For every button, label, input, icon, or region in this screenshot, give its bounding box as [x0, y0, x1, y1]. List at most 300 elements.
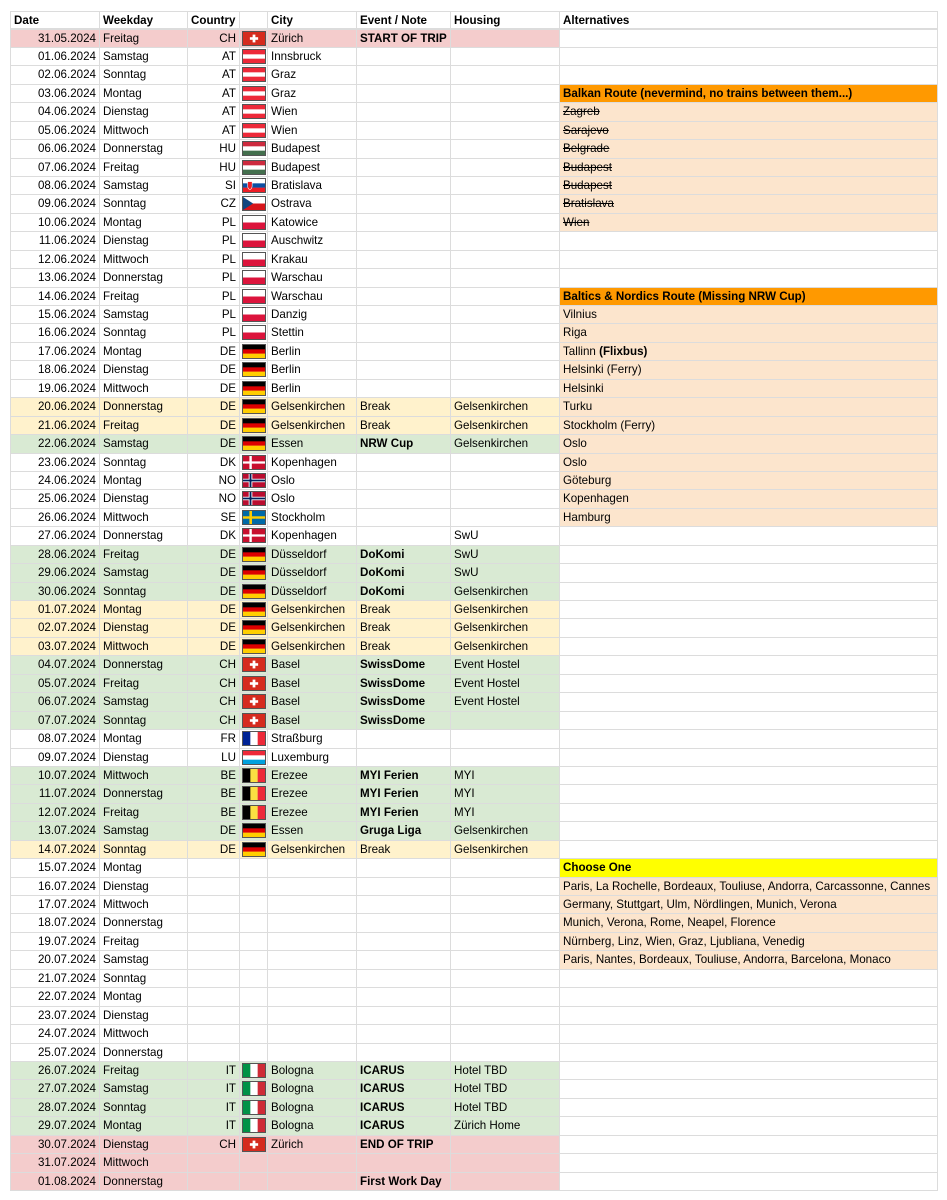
housing-cell[interactable] [451, 712, 560, 729]
event-cell[interactable] [357, 730, 451, 747]
event-cell[interactable]: SwissDome [357, 693, 451, 710]
country-cell[interactable] [188, 970, 240, 987]
weekday-cell[interactable]: Samstag [100, 564, 188, 581]
date-cell[interactable]: 24.07.2024 [10, 1025, 100, 1042]
alternatives-cell[interactable] [560, 675, 938, 692]
city-cell[interactable]: Gelsenkirchen [268, 417, 357, 434]
city-cell[interactable]: Bratislava [268, 177, 357, 194]
date-cell[interactable]: 14.07.2024 [10, 841, 100, 858]
flag-cell[interactable] [240, 177, 268, 194]
date-cell[interactable]: 06.07.2024 [10, 693, 100, 710]
date-cell[interactable]: 01.08.2024 [10, 1173, 100, 1190]
flag-cell[interactable] [240, 619, 268, 636]
alternatives-cell[interactable] [560, 343, 938, 360]
weekday-cell[interactable]: Dienstag [100, 1136, 188, 1153]
housing-cell[interactable]: Zürich Home [451, 1117, 560, 1134]
city-cell[interactable]: Erezee [268, 767, 357, 784]
housing-cell[interactable]: SwU [451, 564, 560, 581]
date-cell[interactable]: 23.06.2024 [10, 454, 100, 471]
event-cell[interactable] [357, 878, 451, 895]
housing-cell[interactable]: SwU [451, 527, 560, 544]
city-cell[interactable]: Innsbruck [268, 48, 357, 65]
alternatives-cell[interactable] [560, 914, 938, 931]
flag-cell[interactable] [240, 251, 268, 268]
country-cell[interactable] [188, 859, 240, 876]
alternatives-cell[interactable] [560, 638, 938, 655]
event-cell[interactable] [357, 749, 451, 766]
alternatives-cell[interactable] [560, 454, 938, 471]
date-cell[interactable]: 22.06.2024 [10, 435, 100, 452]
event-cell[interactable]: Break [357, 417, 451, 434]
date-cell[interactable]: 27.07.2024 [10, 1080, 100, 1097]
housing-cell[interactable] [451, 1154, 560, 1171]
date-cell[interactable]: 15.06.2024 [10, 306, 100, 323]
alternatives-cell[interactable] [560, 712, 938, 729]
flag-cell[interactable] [240, 638, 268, 655]
country-cell[interactable]: NO [188, 472, 240, 489]
flag-cell[interactable] [240, 1044, 268, 1061]
housing-cell[interactable] [451, 878, 560, 895]
event-cell[interactable] [357, 66, 451, 83]
event-cell[interactable]: SwissDome [357, 712, 451, 729]
city-cell[interactable]: Düsseldorf [268, 564, 357, 581]
city-cell[interactable]: Erezee [268, 785, 357, 802]
city-cell[interactable]: Graz [268, 85, 357, 102]
event-cell[interactable] [357, 122, 451, 139]
alternatives-cell[interactable] [560, 933, 938, 950]
event-cell[interactable]: Gruga Liga [357, 822, 451, 839]
country-cell[interactable]: CH [188, 1136, 240, 1153]
date-cell[interactable]: 10.06.2024 [10, 214, 100, 231]
city-cell[interactable] [268, 988, 357, 1005]
weekday-cell[interactable]: Dienstag [100, 361, 188, 378]
alternatives-cell[interactable] [560, 1154, 938, 1171]
country-cell[interactable]: DE [188, 380, 240, 397]
alternatives-cell[interactable] [560, 195, 938, 212]
flag-cell[interactable] [240, 675, 268, 692]
housing-cell[interactable] [451, 859, 560, 876]
city-cell[interactable]: Katowice [268, 214, 357, 231]
country-cell[interactable]: HU [188, 159, 240, 176]
country-cell[interactable]: IT [188, 1062, 240, 1079]
city-cell[interactable]: Gelsenkirchen [268, 638, 357, 655]
weekday-cell[interactable]: Sonntag [100, 583, 188, 600]
date-cell[interactable]: 10.07.2024 [10, 767, 100, 784]
weekday-cell[interactable]: Donnerstag [100, 1173, 188, 1190]
housing-cell[interactable] [451, 30, 560, 46]
weekday-cell[interactable]: Freitag [100, 804, 188, 821]
weekday-cell[interactable]: Mittwoch [100, 638, 188, 655]
housing-cell[interactable]: MYI [451, 804, 560, 821]
housing-cell[interactable]: Hotel TBD [451, 1080, 560, 1097]
country-cell[interactable]: BE [188, 785, 240, 802]
housing-cell[interactable]: Gelsenkirchen [451, 601, 560, 618]
weekday-cell[interactable]: Sonntag [100, 712, 188, 729]
city-cell[interactable]: Zürich [268, 30, 357, 46]
country-cell[interactable]: CH [188, 30, 240, 46]
housing-cell[interactable] [451, 85, 560, 102]
alternatives-cell[interactable] [560, 749, 938, 766]
city-cell[interactable]: Kopenhagen [268, 527, 357, 544]
country-cell[interactable]: DE [188, 343, 240, 360]
weekday-cell[interactable]: Dienstag [100, 232, 188, 249]
housing-cell[interactable] [451, 472, 560, 489]
country-cell[interactable]: AT [188, 48, 240, 65]
date-cell[interactable]: 16.07.2024 [10, 878, 100, 895]
housing-cell[interactable] [451, 343, 560, 360]
weekday-cell[interactable]: Donnerstag [100, 269, 188, 286]
flag-cell[interactable] [240, 564, 268, 581]
date-cell[interactable]: 12.06.2024 [10, 251, 100, 268]
alternatives-cell[interactable] [560, 1025, 938, 1042]
weekday-cell[interactable]: Samstag [100, 306, 188, 323]
housing-cell[interactable]: Gelsenkirchen [451, 435, 560, 452]
flag-cell[interactable] [240, 785, 268, 802]
alternatives-cell[interactable] [560, 583, 938, 600]
country-cell[interactable]: DK [188, 454, 240, 471]
date-cell[interactable]: 09.07.2024 [10, 749, 100, 766]
alternatives-cell[interactable] [560, 564, 938, 581]
flag-cell[interactable] [240, 914, 268, 931]
weekday-cell[interactable]: Freitag [100, 546, 188, 563]
date-cell[interactable]: 02.07.2024 [10, 619, 100, 636]
event-cell[interactable]: ICARUS [357, 1099, 451, 1116]
country-cell[interactable] [188, 988, 240, 1005]
housing-cell[interactable] [451, 914, 560, 931]
weekday-cell[interactable]: Donnerstag [100, 1044, 188, 1061]
flag-cell[interactable] [240, 490, 268, 507]
alternatives-cell[interactable] [560, 730, 938, 747]
alternatives-cell[interactable] [560, 1062, 938, 1079]
event-cell[interactable]: SwissDome [357, 675, 451, 692]
date-cell[interactable]: 22.07.2024 [10, 988, 100, 1005]
city-cell[interactable] [268, 933, 357, 950]
housing-cell[interactable] [451, 454, 560, 471]
city-cell[interactable]: Basel [268, 656, 357, 673]
event-cell[interactable] [357, 232, 451, 249]
weekday-cell[interactable]: Mittwoch [100, 1025, 188, 1042]
housing-cell[interactable] [451, 214, 560, 231]
country-cell[interactable]: DE [188, 398, 240, 415]
country-cell[interactable]: DK [188, 527, 240, 544]
housing-cell[interactable]: Gelsenkirchen [451, 583, 560, 600]
event-cell[interactable] [357, 527, 451, 544]
weekday-cell[interactable]: Mittwoch [100, 1154, 188, 1171]
flag-cell[interactable] [240, 472, 268, 489]
country-cell[interactable] [188, 878, 240, 895]
city-cell[interactable] [268, 914, 357, 931]
country-cell[interactable]: DE [188, 417, 240, 434]
flag-cell[interactable] [240, 103, 268, 120]
event-cell[interactable] [357, 195, 451, 212]
housing-cell[interactable]: Hotel TBD [451, 1062, 560, 1079]
city-cell[interactable] [268, 1025, 357, 1042]
city-cell[interactable] [268, 878, 357, 895]
housing-cell[interactable] [451, 970, 560, 987]
weekday-cell[interactable]: Samstag [100, 693, 188, 710]
country-cell[interactable]: FR [188, 730, 240, 747]
alternatives-cell[interactable] [560, 804, 938, 821]
header-flag[interactable] [240, 12, 268, 28]
housing-cell[interactable] [451, 1136, 560, 1153]
alternatives-cell[interactable] [560, 896, 938, 913]
flag-cell[interactable] [240, 1099, 268, 1116]
city-cell[interactable]: Graz [268, 66, 357, 83]
weekday-cell[interactable]: Montag [100, 85, 188, 102]
date-cell[interactable]: 02.06.2024 [10, 66, 100, 83]
alternatives-cell[interactable] [560, 122, 938, 139]
event-cell[interactable]: ICARUS [357, 1117, 451, 1134]
flag-cell[interactable] [240, 1007, 268, 1024]
flag-cell[interactable] [240, 546, 268, 563]
housing-cell[interactable]: Gelsenkirchen [451, 398, 560, 415]
date-cell[interactable]: 17.07.2024 [10, 896, 100, 913]
country-cell[interactable]: CZ [188, 195, 240, 212]
city-cell[interactable] [268, 1173, 357, 1190]
weekday-cell[interactable]: Donnerstag [100, 398, 188, 415]
city-cell[interactable]: Essen [268, 822, 357, 839]
country-cell[interactable]: AT [188, 85, 240, 102]
country-cell[interactable]: PL [188, 306, 240, 323]
country-cell[interactable]: BE [188, 767, 240, 784]
weekday-cell[interactable]: Freitag [100, 417, 188, 434]
flag-cell[interactable] [240, 601, 268, 618]
event-cell[interactable] [357, 509, 451, 526]
flag-cell[interactable] [240, 841, 268, 858]
flag-cell[interactable] [240, 509, 268, 526]
country-cell[interactable]: CH [188, 712, 240, 729]
housing-cell[interactable] [451, 177, 560, 194]
weekday-cell[interactable]: Sonntag [100, 324, 188, 341]
date-cell[interactable]: 16.06.2024 [10, 324, 100, 341]
housing-cell[interactable] [451, 48, 560, 65]
event-cell[interactable]: Break [357, 601, 451, 618]
date-cell[interactable]: 25.07.2024 [10, 1044, 100, 1061]
date-cell[interactable]: 08.06.2024 [10, 177, 100, 194]
flag-cell[interactable] [240, 527, 268, 544]
country-cell[interactable]: PL [188, 232, 240, 249]
flag-cell[interactable] [240, 30, 268, 46]
date-cell[interactable]: 01.07.2024 [10, 601, 100, 618]
event-cell[interactable] [357, 48, 451, 65]
city-cell[interactable]: Bologna [268, 1117, 357, 1134]
event-cell[interactable]: Break [357, 619, 451, 636]
flag-cell[interactable] [240, 1117, 268, 1134]
alternatives-cell[interactable] [560, 66, 938, 83]
country-cell[interactable]: DE [188, 361, 240, 378]
alternatives-cell[interactable] [560, 619, 938, 636]
housing-cell[interactable] [451, 1173, 560, 1190]
event-cell[interactable] [357, 306, 451, 323]
alternatives-cell[interactable] [560, 1007, 938, 1024]
housing-cell[interactable] [451, 730, 560, 747]
country-cell[interactable]: DE [188, 601, 240, 618]
date-cell[interactable]: 26.06.2024 [10, 509, 100, 526]
flag-cell[interactable] [240, 970, 268, 987]
weekday-cell[interactable]: Sonntag [100, 841, 188, 858]
header-alternatives[interactable]: Alternatives [560, 12, 938, 28]
weekday-cell[interactable]: Samstag [100, 48, 188, 65]
flag-cell[interactable] [240, 878, 268, 895]
alternatives-cell[interactable] [560, 767, 938, 784]
flag-cell[interactable] [240, 767, 268, 784]
weekday-cell[interactable]: Samstag [100, 822, 188, 839]
housing-cell[interactable] [451, 306, 560, 323]
date-cell[interactable]: 11.07.2024 [10, 785, 100, 802]
city-cell[interactable] [268, 951, 357, 968]
housing-cell[interactable] [451, 66, 560, 83]
event-cell[interactable]: SwissDome [357, 656, 451, 673]
city-cell[interactable]: Warschau [268, 288, 357, 305]
country-cell[interactable]: DE [188, 583, 240, 600]
event-cell[interactable] [357, 1044, 451, 1061]
weekday-cell[interactable]: Dienstag [100, 749, 188, 766]
alternatives-cell[interactable] [560, 970, 938, 987]
date-cell[interactable]: 04.07.2024 [10, 656, 100, 673]
country-cell[interactable]: DE [188, 638, 240, 655]
weekday-cell[interactable]: Mittwoch [100, 251, 188, 268]
weekday-cell[interactable]: Dienstag [100, 103, 188, 120]
alternatives-cell[interactable] [560, 85, 938, 102]
alternatives-cell[interactable] [560, 472, 938, 489]
housing-cell[interactable] [451, 288, 560, 305]
country-cell[interactable]: AT [188, 103, 240, 120]
country-cell[interactable] [188, 1007, 240, 1024]
country-cell[interactable] [188, 1044, 240, 1061]
date-cell[interactable]: 18.07.2024 [10, 914, 100, 931]
country-cell[interactable] [188, 1025, 240, 1042]
country-cell[interactable]: PL [188, 269, 240, 286]
housing-cell[interactable] [451, 749, 560, 766]
housing-cell[interactable]: Gelsenkirchen [451, 638, 560, 655]
housing-cell[interactable]: Gelsenkirchen [451, 619, 560, 636]
city-cell[interactable]: Gelsenkirchen [268, 601, 357, 618]
housing-cell[interactable] [451, 232, 560, 249]
alternatives-cell[interactable] [560, 269, 938, 286]
event-cell[interactable] [357, 490, 451, 507]
country-cell[interactable]: DE [188, 841, 240, 858]
city-cell[interactable]: Berlin [268, 343, 357, 360]
city-cell[interactable]: Bologna [268, 1080, 357, 1097]
flag-cell[interactable] [240, 122, 268, 139]
weekday-cell[interactable]: Montag [100, 859, 188, 876]
date-cell[interactable]: 26.07.2024 [10, 1062, 100, 1079]
city-cell[interactable] [268, 1154, 357, 1171]
weekday-cell[interactable]: Samstag [100, 951, 188, 968]
date-cell[interactable]: 21.07.2024 [10, 970, 100, 987]
alternatives-cell[interactable] [560, 656, 938, 673]
alternatives-cell[interactable] [560, 601, 938, 618]
alternatives-cell[interactable] [560, 1136, 938, 1153]
date-cell[interactable]: 28.07.2024 [10, 1099, 100, 1116]
date-cell[interactable]: 15.07.2024 [10, 859, 100, 876]
city-cell[interactable]: Gelsenkirchen [268, 398, 357, 415]
flag-cell[interactable] [240, 159, 268, 176]
date-cell[interactable]: 27.06.2024 [10, 527, 100, 544]
alternatives-cell[interactable] [560, 140, 938, 157]
country-cell[interactable] [188, 914, 240, 931]
alternatives-cell[interactable] [560, 214, 938, 231]
housing-cell[interactable] [451, 380, 560, 397]
country-cell[interactable]: PL [188, 214, 240, 231]
event-cell[interactable]: END OF TRIP [357, 1136, 451, 1153]
event-cell[interactable] [357, 251, 451, 268]
city-cell[interactable] [268, 1007, 357, 1024]
country-cell[interactable]: DE [188, 822, 240, 839]
flag-cell[interactable] [240, 1080, 268, 1097]
event-cell[interactable] [357, 951, 451, 968]
flag-cell[interactable] [240, 417, 268, 434]
weekday-cell[interactable]: Montag [100, 343, 188, 360]
alternatives-cell[interactable] [560, 380, 938, 397]
weekday-cell[interactable]: Donnerstag [100, 914, 188, 931]
date-cell[interactable]: 14.06.2024 [10, 288, 100, 305]
housing-cell[interactable] [451, 269, 560, 286]
country-cell[interactable] [188, 896, 240, 913]
flag-cell[interactable] [240, 435, 268, 452]
weekday-cell[interactable]: Donnerstag [100, 656, 188, 673]
flag-cell[interactable] [240, 66, 268, 83]
city-cell[interactable]: Oslo [268, 490, 357, 507]
weekday-cell[interactable]: Mittwoch [100, 896, 188, 913]
city-cell[interactable]: Danzig [268, 306, 357, 323]
city-cell[interactable]: Basel [268, 675, 357, 692]
city-cell[interactable]: Erezee [268, 804, 357, 821]
date-cell[interactable]: 17.06.2024 [10, 343, 100, 360]
city-cell[interactable]: Oslo [268, 472, 357, 489]
event-cell[interactable] [357, 288, 451, 305]
event-cell[interactable] [357, 159, 451, 176]
alternatives-cell[interactable] [560, 693, 938, 710]
weekday-cell[interactable]: Donnerstag [100, 140, 188, 157]
header-event[interactable]: Event / Note [357, 12, 451, 28]
alternatives-cell[interactable] [560, 103, 938, 120]
weekday-cell[interactable]: Freitag [100, 30, 188, 46]
event-cell[interactable] [357, 914, 451, 931]
date-cell[interactable]: 06.06.2024 [10, 140, 100, 157]
housing-cell[interactable]: Event Hostel [451, 675, 560, 692]
flag-cell[interactable] [240, 712, 268, 729]
flag-cell[interactable] [240, 933, 268, 950]
housing-cell[interactable] [451, 159, 560, 176]
alternatives-cell[interactable] [560, 951, 938, 968]
alternatives-cell[interactable] [560, 490, 938, 507]
alternatives-cell[interactable] [560, 878, 938, 895]
alternatives-cell[interactable] [560, 1044, 938, 1061]
weekday-cell[interactable]: Sonntag [100, 454, 188, 471]
country-cell[interactable]: IT [188, 1117, 240, 1134]
date-cell[interactable]: 05.07.2024 [10, 675, 100, 692]
country-cell[interactable]: SI [188, 177, 240, 194]
city-cell[interactable]: Budapest [268, 140, 357, 157]
weekday-cell[interactable]: Dienstag [100, 1007, 188, 1024]
header-weekday[interactable]: Weekday [100, 12, 188, 28]
weekday-cell[interactable]: Sonntag [100, 195, 188, 212]
date-cell[interactable]: 01.06.2024 [10, 48, 100, 65]
weekday-cell[interactable]: Freitag [100, 288, 188, 305]
flag-cell[interactable] [240, 343, 268, 360]
flag-cell[interactable] [240, 1173, 268, 1190]
flag-cell[interactable] [240, 214, 268, 231]
housing-cell[interactable] [451, 490, 560, 507]
housing-cell[interactable] [451, 988, 560, 1005]
country-cell[interactable]: IT [188, 1099, 240, 1116]
alternatives-cell[interactable] [560, 251, 938, 268]
event-cell[interactable]: MYI Ferien [357, 804, 451, 821]
alternatives-cell[interactable] [560, 361, 938, 378]
alternatives-cell[interactable] [560, 159, 938, 176]
housing-cell[interactable] [451, 324, 560, 341]
